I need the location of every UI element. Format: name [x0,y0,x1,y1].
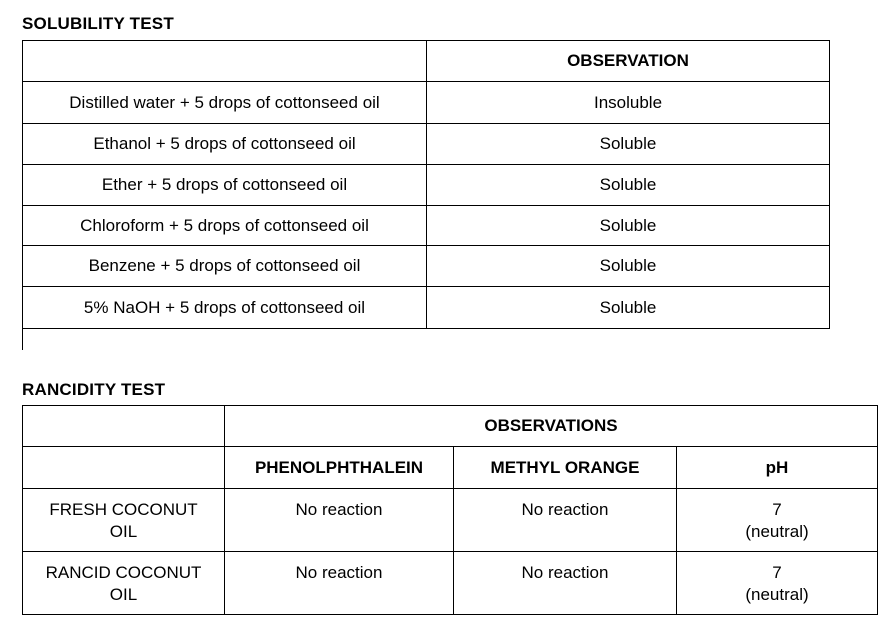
table-row [23,489,878,552]
ph-note: (neutral) [745,522,809,541]
table-row [23,246,830,287]
solubility-header-row [23,41,830,82]
sample-cell [23,552,225,615]
solubility-result-cell: Soluble [427,206,830,246]
phenolphthalein-header: PHENOLPHTHALEIN [225,447,454,489]
solubility-test-heading: SOLUBILITY TEST [22,14,174,33]
rancidity-group-header-row [23,406,878,447]
ph-cell [677,552,878,615]
solubility-table [22,40,830,329]
table-row [23,82,830,124]
solubility-test-cell: Ethanol + 5 drops of cottonseed oil [23,124,427,165]
methyl-orange-header: METHYL ORANGE [454,447,677,489]
rancidity-blank-cell [23,447,225,489]
table-row [23,552,878,615]
solubility-header-test [23,41,427,82]
solubility-test-cell: Distilled water + 5 drops of cottonseed oil [23,82,427,124]
solubility-result-cell: Insoluble [427,82,830,124]
phenolphthalein-cell: No reaction [225,489,454,552]
sample-name-line2: OIL [109,522,138,541]
methyl-orange-cell: No reaction [454,552,677,615]
solubility-result-cell: Soluble [427,124,830,165]
sample-name-line1: RANCID COCONUT [45,563,202,582]
table-row [23,287,830,329]
rancidity-table [22,405,878,615]
solubility-test-cell: Chloroform + 5 drops of cottonseed oil [23,206,427,246]
table-row [23,165,830,206]
solubility-result-cell: Soluble [427,165,830,206]
solubility-test-cell: Benzene + 5 drops of cottonseed oil [23,246,427,287]
solubility-header-observation: OBSERVATION [427,41,830,82]
rancidity-test-heading: RANCIDITY TEST [22,380,166,399]
rancidity-column-header-row [23,447,878,489]
table-row [23,206,830,246]
rancidity-corner-cell [23,406,225,447]
table-border-stub [22,328,23,350]
sample-name-line1: FRESH COCONUT [49,500,198,519]
ph-value: 7 [772,500,782,519]
solubility-test-cell: 5% NaOH + 5 drops of cottonseed oil [23,287,427,329]
methyl-orange-cell: No reaction [454,489,677,552]
sample-name-line2: OIL [109,585,138,604]
ph-header: pH [677,447,878,489]
solubility-test-cell: Ether + 5 drops of cottonseed oil [23,165,427,206]
phenolphthalein-cell: No reaction [225,552,454,615]
table-row [23,124,830,165]
solubility-result-cell: Soluble [427,287,830,329]
solubility-result-cell: Soluble [427,246,830,287]
ph-note: (neutral) [745,585,809,604]
ph-cell [677,489,878,552]
ph-value: 7 [772,563,782,582]
observations-header: OBSERVATIONS [225,406,878,447]
sample-cell [23,489,225,552]
